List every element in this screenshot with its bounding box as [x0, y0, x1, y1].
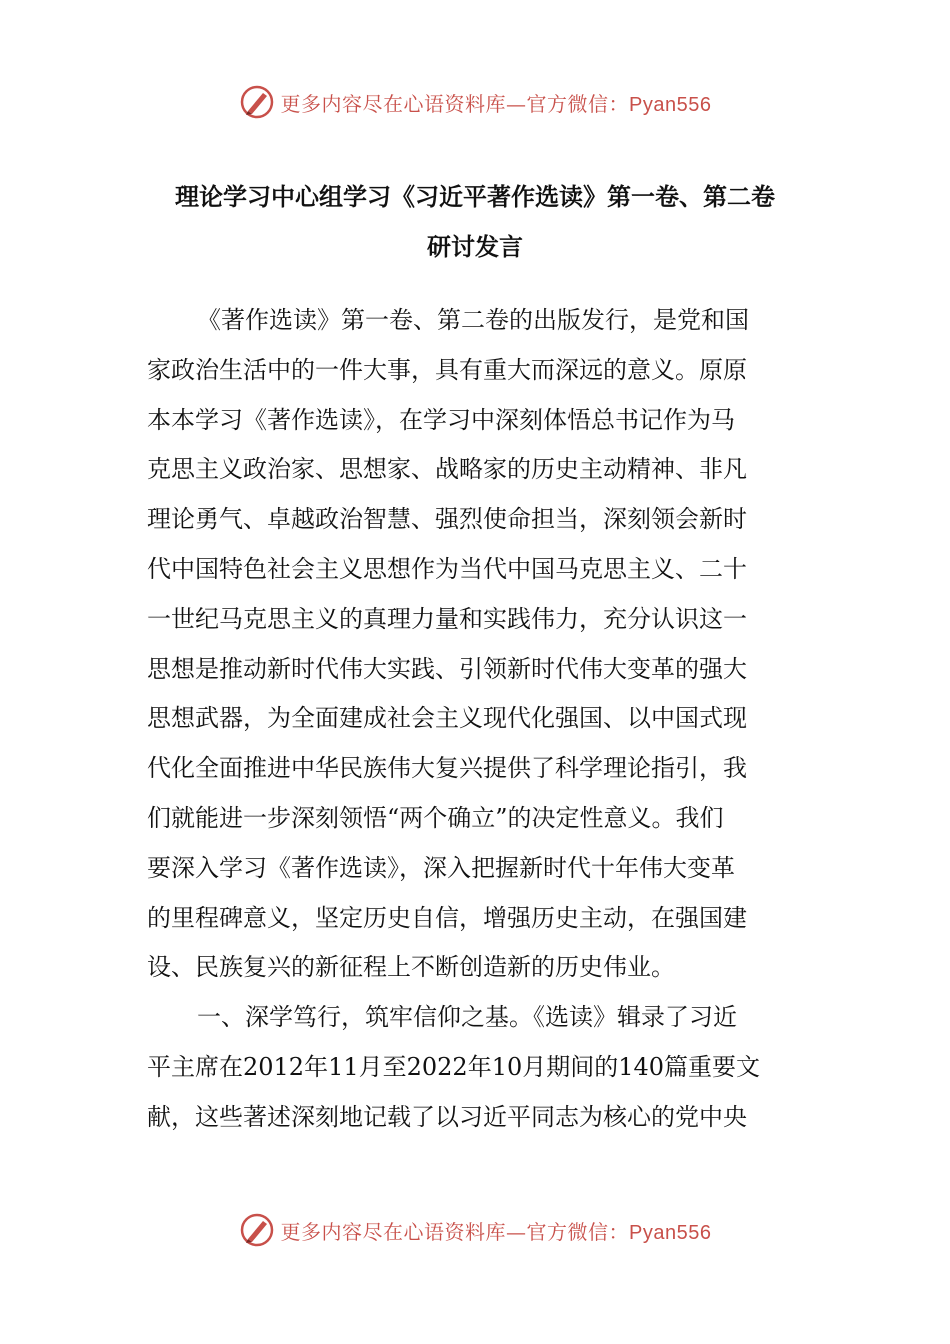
banner-text — [281, 1216, 712, 1245]
document-body — [147, 296, 807, 1143]
body-line: 们就能进一步深刻领悟“两个确立”的决定性意义。我们 — [147, 803, 724, 832]
body-line: 思想武器，为全面建成社会主义现代化强国、以中国式现 — [147, 704, 747, 733]
document-title-line-2: 研讨发言 — [427, 233, 523, 261]
body-line: 克思主义政治家、思想家、战略家的历史主动精神、非凡 — [147, 455, 747, 484]
banner-wechat-id: Pyan556 — [629, 1221, 712, 1244]
banner-brand: 更多内容尽在心语资料库 — [280, 1219, 507, 1244]
pen-logo-icon — [239, 1212, 275, 1248]
body-line: 家政治生活中的一件大事，具有重大而深远的意义。原原 — [147, 355, 747, 384]
document-title-line-1: 理论学习中心组学习《习近平著作选读》第一卷、第二卷 — [175, 183, 775, 211]
body-line: 的里程碑意义，坚定历史自信，增强历史主动，在强国建 — [147, 903, 747, 932]
body-line: 代中国特色社会主义思想作为当代中国马克思主义、二十 — [147, 554, 747, 583]
body-line: 一、深学笃行，筑牢信仰之基。《选读》辑录了习近 — [197, 1003, 737, 1032]
body-line: 代化全面推进中华民族伟大复兴提供了科学理论指引，我 — [147, 754, 747, 783]
body-line: 思想是推动新时代伟大实践、引领新时代伟大变革的强大 — [147, 654, 747, 683]
body-line: 设、民族复兴的新征程上不断创造新的历史伟业。 — [147, 953, 675, 982]
banner-brand: 更多内容尽在心语资料库 — [280, 91, 507, 116]
banner-wechat-label: 官方微信： — [526, 91, 630, 116]
header-banner — [0, 82, 950, 122]
pen-logo-icon — [239, 84, 275, 120]
banner-wechat-id: Pyan556 — [629, 93, 712, 116]
body-line: 《著作选读》第一卷、第二卷的出版发行，是党和国 — [197, 306, 749, 334]
body-line: 理论勇气、卓越政治智慧、强烈使命担当，深刻领会新时 — [147, 505, 747, 534]
banner-separator: — — [506, 91, 527, 116]
body-line: 献，这些著述深刻地记载了以习近平同志为核心的党中央 — [147, 1102, 747, 1131]
banner-separator: — — [506, 1219, 527, 1244]
body-line: 要深入学习《著作选读》，深入把握新时代十年伟大变革 — [147, 853, 735, 882]
body-line: 一世纪马克思主义的真理力量和实践伟力，充分认识这一 — [147, 604, 747, 633]
body-line: 平主席在2012年11月至2022年10月期间的140篇重要文 — [147, 1052, 761, 1081]
body-line: 本本学习《著作选读》，在学习中深刻体悟总书记作为马 — [147, 405, 735, 434]
banner-text — [281, 88, 712, 117]
footer-banner — [0, 1210, 950, 1250]
banner-wechat-label: 官方微信： — [526, 1219, 630, 1244]
